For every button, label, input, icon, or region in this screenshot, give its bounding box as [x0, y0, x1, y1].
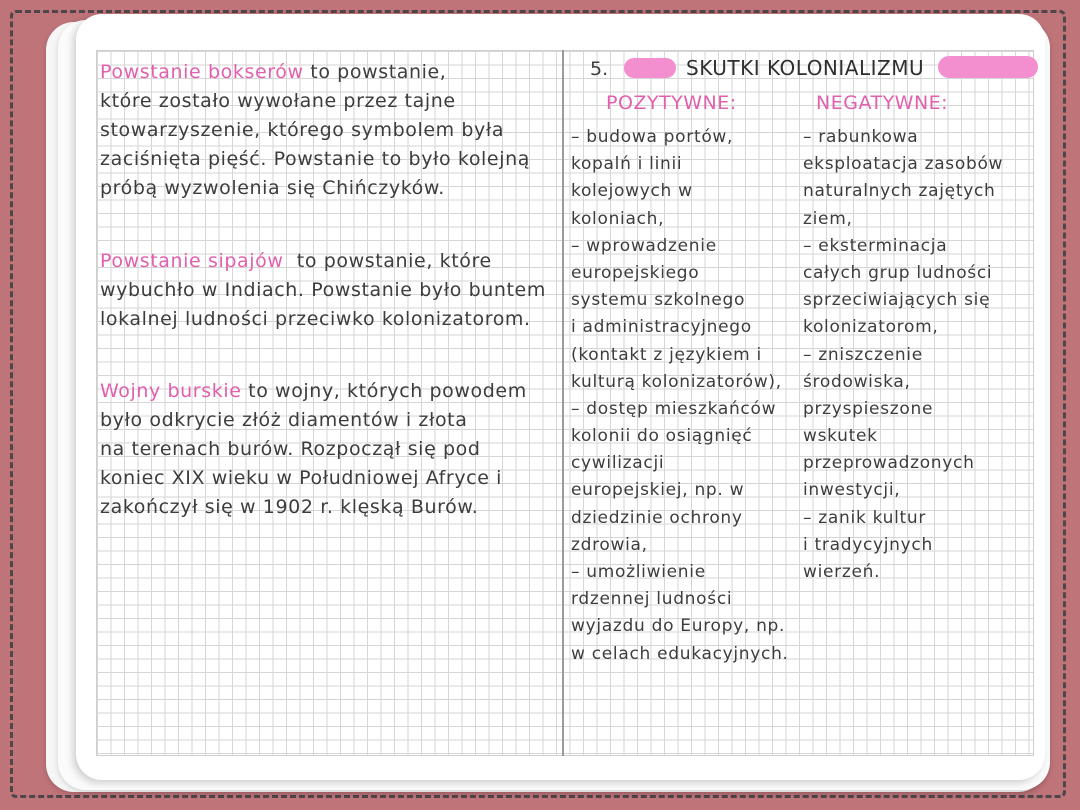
- list-line: – umożliwienie: [571, 562, 706, 582]
- list-line: wskutek: [803, 426, 878, 447]
- list-line: kopalń i linii: [571, 154, 683, 175]
- text-line: było odkrycie złóż diamentów i złota: [100, 409, 468, 431]
- list-line: – dostęp mieszkańców: [571, 398, 777, 419]
- text-line: zaciśnięta pięść. Powstanie to było kolejną: [100, 148, 530, 170]
- negative-heading: NEGATYWNE:: [816, 92, 949, 114]
- list-line: wierzeń.: [803, 562, 881, 582]
- list-line: w celach edukacyjnych.: [571, 643, 789, 664]
- text-line: lokalnej ludności przeciwko kolonizatorom.: [100, 308, 531, 330]
- list-line: inwestycji,: [803, 480, 901, 501]
- text-line: zakończył się w 1902 r. klęską Burów.: [100, 496, 479, 518]
- term-highlight: Powstanie bokserów: [100, 61, 304, 83]
- list-line: eksploatacja zasobów: [803, 154, 1004, 175]
- list-line: – zniszczenie: [803, 344, 923, 365]
- list-line: europejskiego: [571, 262, 700, 283]
- text-line: wybuchło w Indiach. Powstanie było buntem: [100, 279, 546, 301]
- text-line: to wojny, których powodem: [241, 380, 527, 402]
- list-line: kolonii do osiągnięć: [571, 426, 753, 447]
- list-line: środowiska,: [803, 371, 911, 392]
- paragraph-boer-wars: [100, 377, 527, 522]
- list-line: przeprowadzonych: [803, 453, 975, 474]
- list-line: – budowa portów,: [571, 127, 734, 147]
- list-line: zdrowia,: [571, 534, 648, 555]
- list-line: cywilizacji: [571, 453, 665, 474]
- list-line: kolejowych w: [571, 181, 693, 202]
- section-title: SKUTKI KOLONIALIZMU: [686, 56, 925, 80]
- list-line: i administracyjnego: [571, 317, 752, 338]
- list-line: koloniach,: [571, 208, 665, 229]
- list-line: sprzeciwiających się: [803, 290, 991, 311]
- list-line: całych grup ludności: [803, 262, 993, 283]
- list-line: wyjazdu do Europy, np.: [571, 616, 786, 637]
- list-line: (kontakt z językiem i: [571, 344, 762, 365]
- list-line: – wprowadzenie: [571, 235, 717, 256]
- text-line: próbą wyzwolenia się Chińczyków.: [100, 177, 445, 199]
- text-line: koniec XIX wieku w Południowej Afryce i: [100, 467, 503, 489]
- list-line: kulturą kolonizatorów),: [571, 371, 782, 392]
- text-line: to powstanie,: [303, 61, 447, 83]
- list-line: – zanik kultur: [803, 507, 927, 528]
- term-highlight: Wojny burskie: [100, 380, 242, 402]
- paragraph-sepoy-mutiny: [100, 247, 546, 334]
- list-line: – eksterminacja: [803, 235, 948, 256]
- pink-highlight-pill: [624, 58, 676, 78]
- list-line: dziedzinie ochrony: [571, 507, 743, 528]
- list-line: naturalnych zajętych: [803, 181, 996, 202]
- text-line: na terenach burów. Rozpoczął się pod: [100, 438, 481, 460]
- section-number: 5.: [590, 58, 609, 80]
- list-line: systemu szkolnego: [571, 290, 746, 311]
- positive-heading: POZYTYWNE:: [606, 92, 737, 114]
- column-divider: [562, 50, 564, 756]
- text-line: stowarzyszenie, którego symbolem była: [100, 119, 505, 141]
- pink-highlight-pill: [938, 56, 1038, 78]
- list-line: przyspieszone: [803, 398, 934, 419]
- negative-list: [803, 124, 1003, 586]
- list-line: ziem,: [803, 208, 853, 229]
- text-line: to powstanie, które: [283, 250, 492, 272]
- term-highlight: Powstanie sipajów: [100, 250, 284, 272]
- paragraph-boxer-rebellion: [100, 58, 530, 203]
- list-line: – rabunkowa: [803, 127, 919, 147]
- list-line: kolonizatorom,: [803, 317, 939, 338]
- positive-list: [571, 124, 789, 668]
- text-line: które zostało wywołane przez tajne: [100, 90, 456, 112]
- list-line: rdzennej ludności: [571, 589, 733, 610]
- list-line: europejskiej, np. w: [571, 480, 745, 501]
- list-line: i tradycyjnych: [803, 534, 933, 555]
